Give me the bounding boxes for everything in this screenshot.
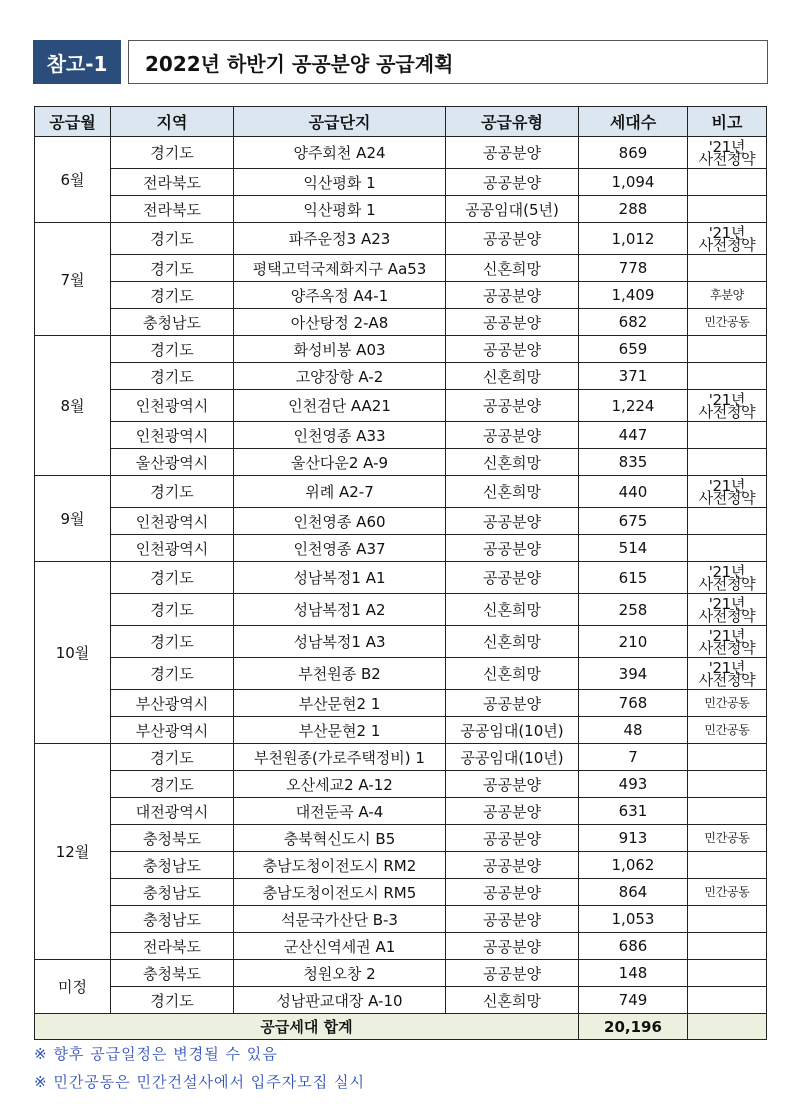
complex-cell: 부천원종 B2 [234, 658, 446, 690]
region-cell: 경기도 [111, 282, 234, 309]
region-cell: 충청남도 [111, 906, 234, 933]
table-row [35, 535, 767, 562]
note-cell [688, 771, 767, 798]
table-row [35, 960, 767, 987]
table-row [35, 336, 767, 363]
table-row [35, 744, 767, 771]
region-cell: 경기도 [111, 626, 234, 658]
supply-type-cell: 공공분양 [446, 336, 579, 363]
complex-cell: 인천영종 A60 [234, 508, 446, 535]
units-cell: 440 [579, 476, 688, 508]
complex-cell: 익산평화 1 [234, 196, 446, 223]
region-cell: 경기도 [111, 594, 234, 626]
note-cell [688, 906, 767, 933]
month-cell: 8월 [35, 336, 111, 476]
units-cell: 1,053 [579, 906, 688, 933]
table-row [35, 594, 767, 626]
note-cell: 민간공동 [688, 879, 767, 906]
table-row [35, 852, 767, 879]
footnotes [34, 1043, 365, 1099]
supply-type-cell: 신혼희망 [446, 255, 579, 282]
column-header: 공급단지 [234, 107, 446, 137]
note-cell: 후분양 [688, 282, 767, 309]
complex-cell: 파주운정3 A23 [234, 223, 446, 255]
supply-type-cell: 공공임대(10년) [446, 744, 579, 771]
total-note [688, 1014, 767, 1040]
region-cell: 인천광역시 [111, 422, 234, 449]
region-cell: 전라북도 [111, 169, 234, 196]
month-cell: 6월 [35, 137, 111, 223]
region-cell: 울산광역시 [111, 449, 234, 476]
supply-type-cell: 신혼희망 [446, 987, 579, 1014]
note-cell [688, 987, 767, 1014]
note-cell: '21년 사전청약 [688, 476, 767, 508]
region-cell: 인천광역시 [111, 535, 234, 562]
column-header: 지역 [111, 107, 234, 137]
note-cell: '21년 사전청약 [688, 137, 767, 169]
table-row [35, 196, 767, 223]
region-cell: 대전광역시 [111, 798, 234, 825]
table-row [35, 906, 767, 933]
table-row [35, 508, 767, 535]
note-cell: '21년 사전청약 [688, 562, 767, 594]
region-cell: 충청남도 [111, 879, 234, 906]
table-row [35, 771, 767, 798]
supply-type-cell: 공공분양 [446, 933, 579, 960]
complex-cell: 부산문현2 1 [234, 717, 446, 744]
units-cell: 7 [579, 744, 688, 771]
complex-cell: 인천영종 A33 [234, 422, 446, 449]
supply-type-cell: 공공분양 [446, 798, 579, 825]
units-cell: 675 [579, 508, 688, 535]
supply-type-cell: 공공분양 [446, 825, 579, 852]
region-cell: 인천광역시 [111, 390, 234, 422]
note-cell [688, 336, 767, 363]
units-cell: 768 [579, 690, 688, 717]
complex-cell: 충남도청이전도시 RM5 [234, 879, 446, 906]
note-cell: '21년 사전청약 [688, 658, 767, 690]
supply-type-cell: 공공임대(5년) [446, 196, 579, 223]
table-row [35, 390, 767, 422]
complex-cell: 화성비봉 A03 [234, 336, 446, 363]
complex-cell: 부천원종(가로주택정비) 1 [234, 744, 446, 771]
complex-cell: 청원오창 2 [234, 960, 446, 987]
supply-type-cell: 신혼희망 [446, 449, 579, 476]
supply-type-cell: 신혼희망 [446, 476, 579, 508]
region-cell: 전라북도 [111, 933, 234, 960]
region-cell: 전라북도 [111, 196, 234, 223]
column-header: 공급월 [35, 107, 111, 137]
region-cell: 경기도 [111, 987, 234, 1014]
table-row [35, 422, 767, 449]
units-cell: 148 [579, 960, 688, 987]
table-row [35, 798, 767, 825]
table-row [35, 223, 767, 255]
complex-cell: 익산평화 1 [234, 169, 446, 196]
units-cell: 913 [579, 825, 688, 852]
complex-cell: 위례 A2-7 [234, 476, 446, 508]
units-cell: 686 [579, 933, 688, 960]
complex-cell: 성남복정1 A3 [234, 626, 446, 658]
footnote: ※ 민간공동은 민간건설사에서 입주자모집 실시 [34, 1073, 365, 1091]
units-cell: 493 [579, 771, 688, 798]
complex-cell: 성남판교대장 A-10 [234, 987, 446, 1014]
note-cell [688, 852, 767, 879]
complex-cell: 양주옥정 A4-1 [234, 282, 446, 309]
complex-cell: 군산신역세권 A1 [234, 933, 446, 960]
region-cell: 경기도 [111, 363, 234, 390]
complex-cell: 양주회천 A24 [234, 137, 446, 169]
supply-type-cell: 공공분양 [446, 169, 579, 196]
total-units: 20,196 [579, 1014, 688, 1040]
table-row [35, 282, 767, 309]
table-row [35, 933, 767, 960]
complex-cell: 오산세교2 A-12 [234, 771, 446, 798]
region-cell: 경기도 [111, 658, 234, 690]
title-bar [33, 40, 768, 84]
region-cell: 경기도 [111, 336, 234, 363]
complex-cell: 인천영종 A37 [234, 535, 446, 562]
units-cell: 48 [579, 717, 688, 744]
region-cell: 충청남도 [111, 309, 234, 336]
supply-type-cell: 공공분양 [446, 282, 579, 309]
table-row [35, 137, 767, 169]
month-cell: 9월 [35, 476, 111, 562]
supply-type-cell: 공공분양 [446, 562, 579, 594]
note-cell [688, 255, 767, 282]
complex-cell: 성남복정1 A2 [234, 594, 446, 626]
supply-type-cell: 공공분양 [446, 690, 579, 717]
region-cell: 충청북도 [111, 825, 234, 852]
note-cell [688, 422, 767, 449]
table-row [35, 626, 767, 658]
complex-cell: 아산탕정 2-A8 [234, 309, 446, 336]
complex-cell: 충북혁신도시 B5 [234, 825, 446, 852]
month-cell: 12월 [35, 744, 111, 960]
region-cell: 경기도 [111, 476, 234, 508]
table-row [35, 309, 767, 336]
table-row [35, 255, 767, 282]
note-cell: 민간공동 [688, 717, 767, 744]
note-cell: '21년 사전청약 [688, 390, 767, 422]
units-cell: 371 [579, 363, 688, 390]
note-cell [688, 933, 767, 960]
note-cell: 민간공동 [688, 690, 767, 717]
region-cell: 충청남도 [111, 852, 234, 879]
note-cell [688, 449, 767, 476]
supply-type-cell: 공공분양 [446, 508, 579, 535]
units-cell: 778 [579, 255, 688, 282]
reference-badge: 참고-1 [33, 40, 121, 84]
note-cell: 민간공동 [688, 309, 767, 336]
units-cell: 1,062 [579, 852, 688, 879]
table-row [35, 562, 767, 594]
supply-type-cell: 신혼희망 [446, 626, 579, 658]
table-header-row [35, 107, 767, 137]
complex-cell: 인천검단 AA21 [234, 390, 446, 422]
supply-type-cell: 공공분양 [446, 852, 579, 879]
units-cell: 1,012 [579, 223, 688, 255]
table-row [35, 449, 767, 476]
supply-type-cell: 신혼희망 [446, 594, 579, 626]
table-body [35, 137, 767, 1014]
supply-plan-table [34, 106, 767, 1040]
supply-type-cell: 공공임대(10년) [446, 717, 579, 744]
complex-cell: 석문국가산단 B-3 [234, 906, 446, 933]
region-cell: 부산광역시 [111, 690, 234, 717]
supply-type-cell: 공공분양 [446, 422, 579, 449]
note-cell [688, 196, 767, 223]
note-cell: '21년 사전청약 [688, 594, 767, 626]
table-row [35, 476, 767, 508]
region-cell: 경기도 [111, 562, 234, 594]
total-label: 공급세대 합계 [35, 1014, 579, 1040]
region-cell: 경기도 [111, 744, 234, 771]
note-cell [688, 960, 767, 987]
table-row [35, 717, 767, 744]
note-cell [688, 798, 767, 825]
region-cell: 충청북도 [111, 960, 234, 987]
table-row [35, 987, 767, 1014]
supply-type-cell: 공공분양 [446, 137, 579, 169]
units-cell: 835 [579, 449, 688, 476]
complex-cell: 대전둔곡 A-4 [234, 798, 446, 825]
region-cell: 부산광역시 [111, 717, 234, 744]
units-cell: 1,409 [579, 282, 688, 309]
complex-cell: 울산다운2 A-9 [234, 449, 446, 476]
column-header: 세대수 [579, 107, 688, 137]
note-cell: '21년 사전청약 [688, 223, 767, 255]
region-cell: 경기도 [111, 255, 234, 282]
month-cell: 10월 [35, 562, 111, 744]
units-cell: 869 [579, 137, 688, 169]
footnote: ※ 향후 공급일정은 변경될 수 있음 [34, 1045, 278, 1063]
units-cell: 1,224 [579, 390, 688, 422]
complex-cell: 충남도청이전도시 RM2 [234, 852, 446, 879]
note-cell [688, 508, 767, 535]
table-row [35, 169, 767, 196]
column-header: 공급유형 [446, 107, 579, 137]
units-cell: 210 [579, 626, 688, 658]
table-row [35, 658, 767, 690]
page-title: 2022년 하반기 공공분양 공급계획 [128, 40, 768, 84]
units-cell: 514 [579, 535, 688, 562]
units-cell: 288 [579, 196, 688, 223]
column-header: 비고 [688, 107, 767, 137]
note-cell [688, 535, 767, 562]
complex-cell: 평택고덕국제화지구 Aa53 [234, 255, 446, 282]
complex-cell: 고양장항 A-2 [234, 363, 446, 390]
units-cell: 394 [579, 658, 688, 690]
note-cell [688, 363, 767, 390]
supply-type-cell: 공공분양 [446, 223, 579, 255]
supply-type-cell: 공공분양 [446, 960, 579, 987]
units-cell: 447 [579, 422, 688, 449]
table-row [35, 879, 767, 906]
units-cell: 615 [579, 562, 688, 594]
region-cell: 경기도 [111, 137, 234, 169]
month-cell: 7월 [35, 223, 111, 336]
units-cell: 864 [579, 879, 688, 906]
complex-cell: 성남복정1 A1 [234, 562, 446, 594]
note-cell: '21년 사전청약 [688, 626, 767, 658]
supply-type-cell: 공공분양 [446, 309, 579, 336]
total-row [35, 1014, 767, 1040]
supply-type-cell: 공공분양 [446, 535, 579, 562]
region-cell: 인천광역시 [111, 508, 234, 535]
complex-cell: 부산문현2 1 [234, 690, 446, 717]
units-cell: 659 [579, 336, 688, 363]
supply-type-cell: 공공분양 [446, 771, 579, 798]
supply-type-cell: 신혼희망 [446, 363, 579, 390]
units-cell: 682 [579, 309, 688, 336]
table-row [35, 825, 767, 852]
supply-type-cell: 공공분양 [446, 879, 579, 906]
units-cell: 631 [579, 798, 688, 825]
units-cell: 258 [579, 594, 688, 626]
units-cell: 1,094 [579, 169, 688, 196]
region-cell: 경기도 [111, 223, 234, 255]
note-cell: 민간공동 [688, 825, 767, 852]
supply-type-cell: 공공분양 [446, 906, 579, 933]
note-cell [688, 169, 767, 196]
table-row [35, 690, 767, 717]
table-row [35, 363, 767, 390]
note-cell [688, 744, 767, 771]
supply-type-cell: 신혼희망 [446, 658, 579, 690]
units-cell: 749 [579, 987, 688, 1014]
month-cell: 미정 [35, 960, 111, 1014]
supply-type-cell: 공공분양 [446, 390, 579, 422]
region-cell: 경기도 [111, 771, 234, 798]
